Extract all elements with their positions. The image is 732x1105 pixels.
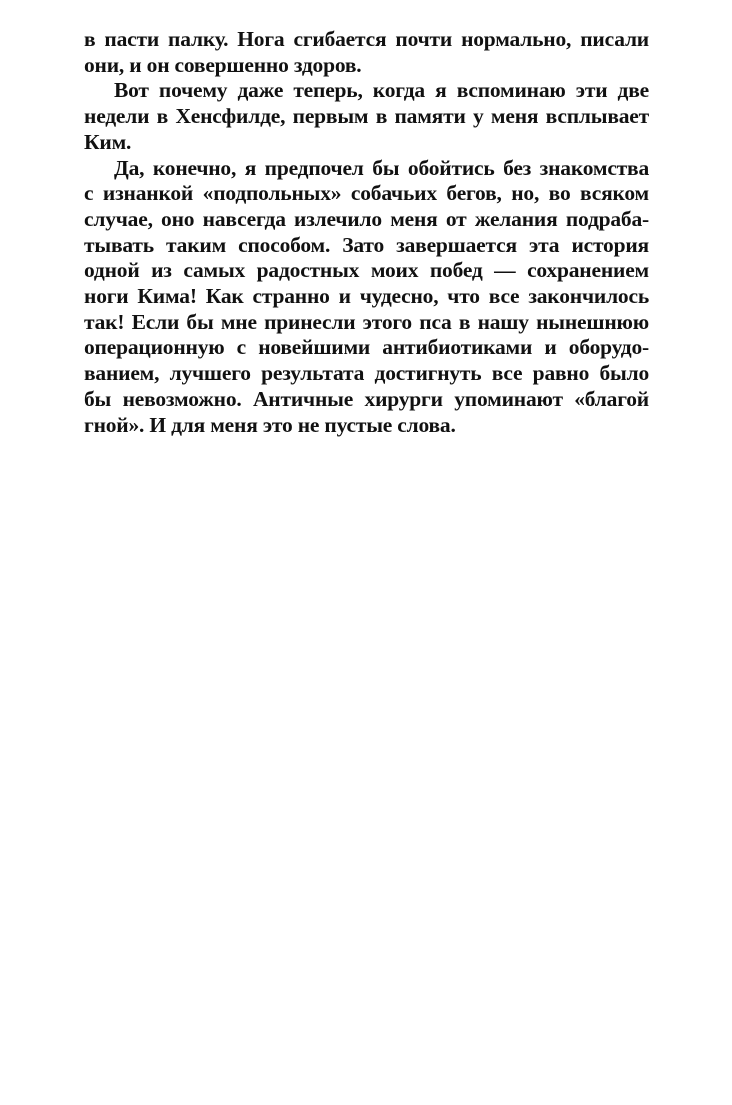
text-line: недели в Хенсфилде, первым в памяти у меня всплывает [84,104,649,129]
text-line: Вот почему даже теперь, когда я вспоминаю эти две [114,78,649,103]
text-line: Ким. [84,129,132,154]
paragraph-conclusion [84,156,649,439]
text-line: одной из самых радостных моих побед — сохранением [84,258,649,283]
text-line: Да, конечно, я предпочел бы обойтись без знакомства [114,155,649,180]
text-line: они, и он совершенно здоров. [84,52,362,77]
text-line: в пасти палку. Нога сгибается почти нормально, писали [84,27,649,51]
paragraph-continuation [84,27,649,78]
text-line: так! Если бы мне принесли этого пса в нашу нынешнюю [84,309,649,334]
text-line: ноги Кима! Как странно и чудесно, что все закончилось [84,284,649,309]
text-line: с изнанкой «подпольных» собачьих бегов, но, во всяком [84,181,649,206]
paragraph-memory [84,78,649,155]
text-line: тывать таким способом. Зато завершается эта история [84,232,649,257]
text-line: случае, оно навсегда излечило меня от желания подраба- [84,206,649,231]
text-line: гной». И для меня это не пустые слова. [84,412,456,437]
text-line: операционную с новейшими антибиотиками и оборудо- [84,335,649,360]
page-text [84,27,649,438]
text-line: ванием, лучшего результата достигнуть все равно было [84,361,649,386]
text-line: бы невозможно. Античные хирурги упоминают «благой [84,386,649,411]
